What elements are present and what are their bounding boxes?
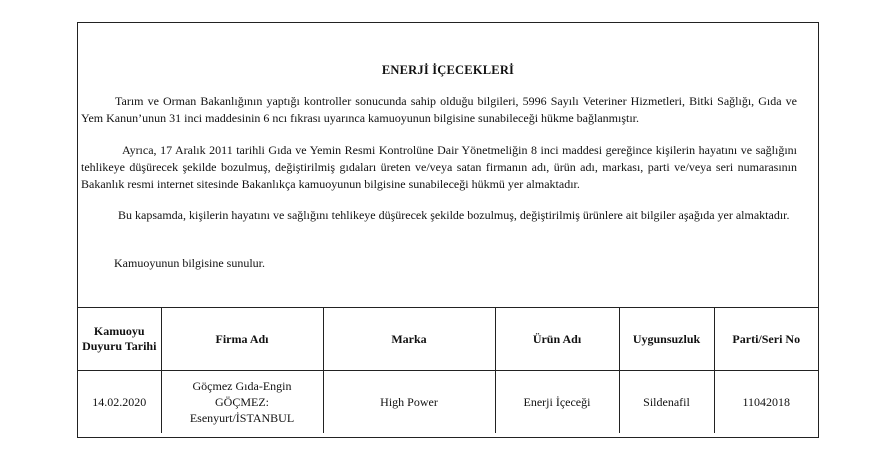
header-product: Ürün Adı: [495, 308, 619, 371]
company-name-line: Göçmez Gıda-Engin: [192, 379, 292, 393]
header-brand: Marka: [323, 308, 495, 371]
paragraph-legal-basis: Tarım ve Orman Bakanlığının yaptığı kontroller sonucunda sahip olduğu bilgileri, 5996 Sayılı Veteriner Hizmetleri, Bitki Sağlığı, Gıda ve Yem Kanun’unun 31 inci maddesinin 6 ncı fıkrası uyarınca kamuoyunun bilgisine sunabileceği hükme bağlanmıştır.: [81, 94, 797, 125]
notice-frame: [77, 22, 819, 438]
header-company: Firma Adı: [161, 308, 323, 371]
header-batch: Parti/Seri No: [714, 308, 818, 371]
header-nonconformity: Uygunsuzluk: [619, 308, 714, 371]
paragraph-closing: Kamuoyunun bilgisine sunulur.: [114, 256, 265, 270]
cell-company: [161, 371, 323, 434]
notice-title: ENERJİ İÇECEKLERİ: [381, 63, 515, 77]
paragraph-regulation: Ayrıca, 17 Aralık 2011 tarihli Gıda ve Yemin Resmi Kontrolüne Dair Yönetmeliğin 8 inci maddesi gereğince kişilerin hayatını ve sağlığını tehlikeye düşürecek şekilde bozulmuş, değiştirilmiş gıdaları üreten ve/veya satan firmanın adı, ürün adı, markası, parti ve/veya seri numarasının Bakanlık resmi internet sitesinde Bakanlıkça kamuoyunun bilgisine sunabileceği hükmü yer almaktadır.: [81, 143, 797, 191]
table-header-row: [78, 308, 818, 371]
cell-product: Enerji İçeceği: [495, 371, 619, 434]
cell-brand: High Power: [323, 371, 495, 434]
paragraph-scope: Bu kapsamda, kişilerin hayatını ve sağlığını tehlikeye düşürecek şekilde bozulmuş, değiştirilmiş ürünlere ait bilgiler aşağıda yer almaktadır.: [118, 208, 790, 222]
table-row: [78, 371, 818, 434]
cell-nonconformity: Sildenafil: [619, 371, 714, 434]
cell-date: 14.02.2020: [78, 371, 161, 434]
cell-batch: 11042018: [714, 371, 818, 434]
company-address-line: Esenyurt/İSTANBUL: [189, 411, 295, 425]
product-table: [78, 307, 818, 433]
company-owner-line: GÖÇMEZ:: [215, 395, 269, 409]
header-date: Kamuoyu Duyuru Tarihi: [78, 308, 161, 371]
